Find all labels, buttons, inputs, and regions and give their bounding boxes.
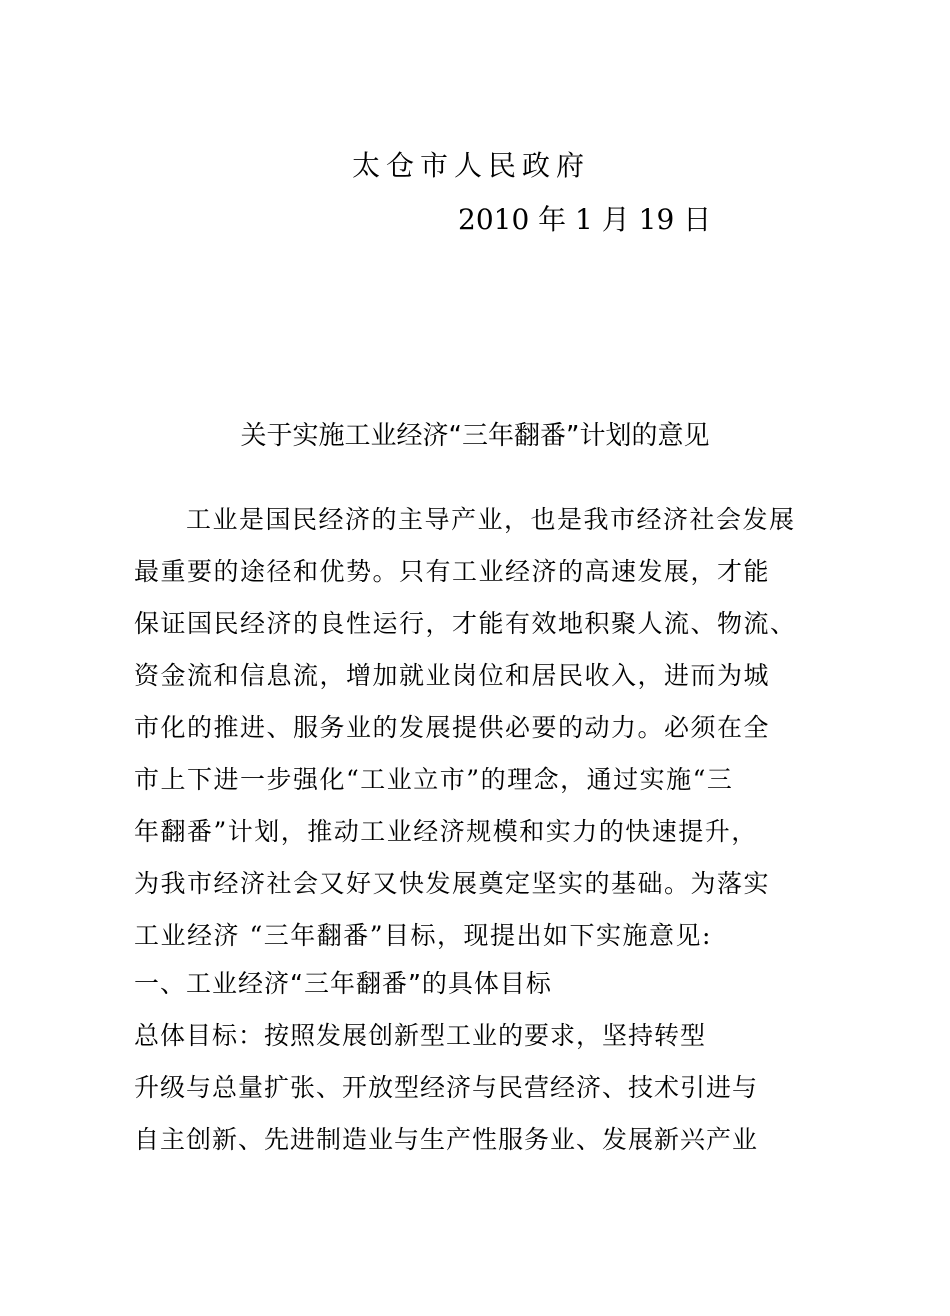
goal-line: 升级与总量扩张、开放型经济与民营经济、技术引进与: [134, 1073, 759, 1102]
paragraph-line: 年翻番”计划，推动工业经济规模和实力的快速提升，: [134, 817, 758, 846]
document-title: 关于实施工业经济“三年翻番”计划的意见: [240, 421, 710, 451]
section-heading: 一、工业经济“三年翻番”的具体目标: [134, 969, 552, 998]
paragraph-line: 保证国民经济的良性运行，才能有效地积聚人流、物流、: [134, 609, 797, 638]
goal-line: 自主创新、先进制造业与生产性服务业、发展新兴产业: [134, 1125, 759, 1154]
paragraph-line: 市化的推进、服务业的发展提供必要的动力。必须在全: [134, 713, 771, 742]
paragraph-line: 资金流和信息流，增加就业岗位和居民收入，进而为城: [134, 661, 771, 690]
paragraph-line: 工业经济 “三年翻番”目标，现提出如下实施意见:: [134, 921, 712, 950]
paragraph-line: 工业是国民经济的主导产业，也是我市经济社会发展: [186, 505, 796, 534]
issuer-name: 太仓市人民政府: [352, 149, 591, 182]
paragraph-line: 最重要的途径和优势。只有工业经济的高速发展，才能: [134, 557, 771, 586]
paragraph-line: 为我市经济社会又好又快发展奠定坚实的基础。为落实: [134, 869, 771, 898]
issue-date: 2010 年 1 月 19 日: [458, 203, 712, 236]
paragraph-line: 市上下进一步强化“工业立市”的理念，通过实施“三: [134, 765, 734, 794]
goal-line: 总体目标：按照发展创新型工业的要求，坚持转型: [134, 1021, 707, 1050]
